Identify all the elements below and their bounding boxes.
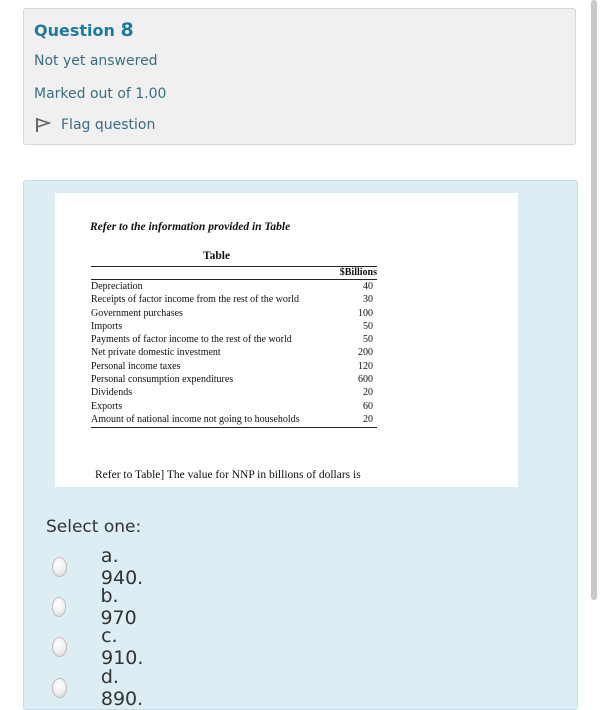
table-row	[91, 413, 377, 426]
question-title	[34, 19, 134, 41]
row-label: Net private domestic investment	[91, 347, 221, 359]
flag-question-link[interactable]	[34, 117, 155, 133]
option-b[interactable]	[52, 585, 142, 629]
table-row	[91, 386, 377, 399]
option-d[interactable]	[52, 666, 148, 710]
row-label: Personal consumption expenditures	[91, 374, 234, 386]
radio-button[interactable]	[52, 597, 66, 617]
select-one-label: Select one:	[46, 517, 142, 537]
row-label: Amount of national income not going to households	[91, 413, 300, 425]
table-row	[91, 307, 377, 320]
radio-button[interactable]	[52, 557, 67, 577]
row-value: 200	[358, 347, 373, 359]
question-content-panel	[23, 180, 578, 710]
radio-button[interactable]	[52, 637, 67, 657]
question-label: Question	[34, 21, 115, 40]
option-c[interactable]	[52, 625, 148, 669]
unit-header: $Billions	[339, 267, 377, 278]
table-row	[91, 360, 377, 373]
table-row	[91, 293, 377, 306]
row-label: Payments of factor income to the rest of the world	[91, 334, 292, 346]
option-label: b. 970	[100, 585, 137, 629]
scrollbar[interactable]	[591, 0, 597, 600]
row-value: 30	[363, 294, 373, 306]
radio-button[interactable]	[52, 678, 67, 698]
question-text-image	[55, 193, 518, 487]
row-label: Personal income taxes	[91, 360, 181, 372]
row-value: 40	[363, 281, 373, 292]
table-row	[91, 373, 377, 386]
row-label: Government purchases	[91, 307, 183, 319]
option-label: c. 910.	[101, 625, 144, 669]
row-label: Depreciation	[91, 281, 143, 292]
table-rows	[91, 280, 377, 426]
row-value: 20	[363, 387, 373, 399]
refer-text: Refer to the information provided in Table	[90, 221, 291, 233]
row-value: 20	[363, 413, 373, 425]
row-value: 100	[358, 307, 373, 319]
row-value: 50	[363, 334, 373, 346]
question-number: 8	[120, 19, 134, 41]
row-label: Dividends	[91, 387, 133, 399]
option-label: a. 940.	[100, 545, 144, 589]
table-row	[91, 333, 377, 346]
table-row	[91, 320, 377, 333]
flag-icon	[34, 117, 52, 133]
data-table	[91, 266, 377, 428]
question-info-panel	[23, 8, 576, 145]
row-value: 60	[363, 400, 373, 412]
question-state: Not yet answered	[34, 53, 158, 69]
table-row	[91, 346, 377, 359]
row-value: 600	[358, 374, 373, 386]
row-label: Exports	[91, 400, 123, 412]
table-row	[91, 280, 377, 293]
question-line: Refer to Table] The value for NNP in billions of dollars is	[95, 469, 361, 481]
flag-question-label: Flag question	[61, 117, 156, 133]
table-title: Table	[203, 250, 231, 262]
question-grade: Marked out of 1.00	[34, 86, 167, 102]
option-label: d. 890.	[100, 666, 144, 710]
row-label: Receipts of factor income from the rest of the world	[91, 294, 299, 306]
row-value: 50	[363, 320, 373, 332]
row-label: Imports	[91, 320, 123, 332]
table-row	[91, 400, 377, 413]
row-value: 120	[358, 360, 373, 372]
option-a[interactable]	[52, 545, 148, 589]
